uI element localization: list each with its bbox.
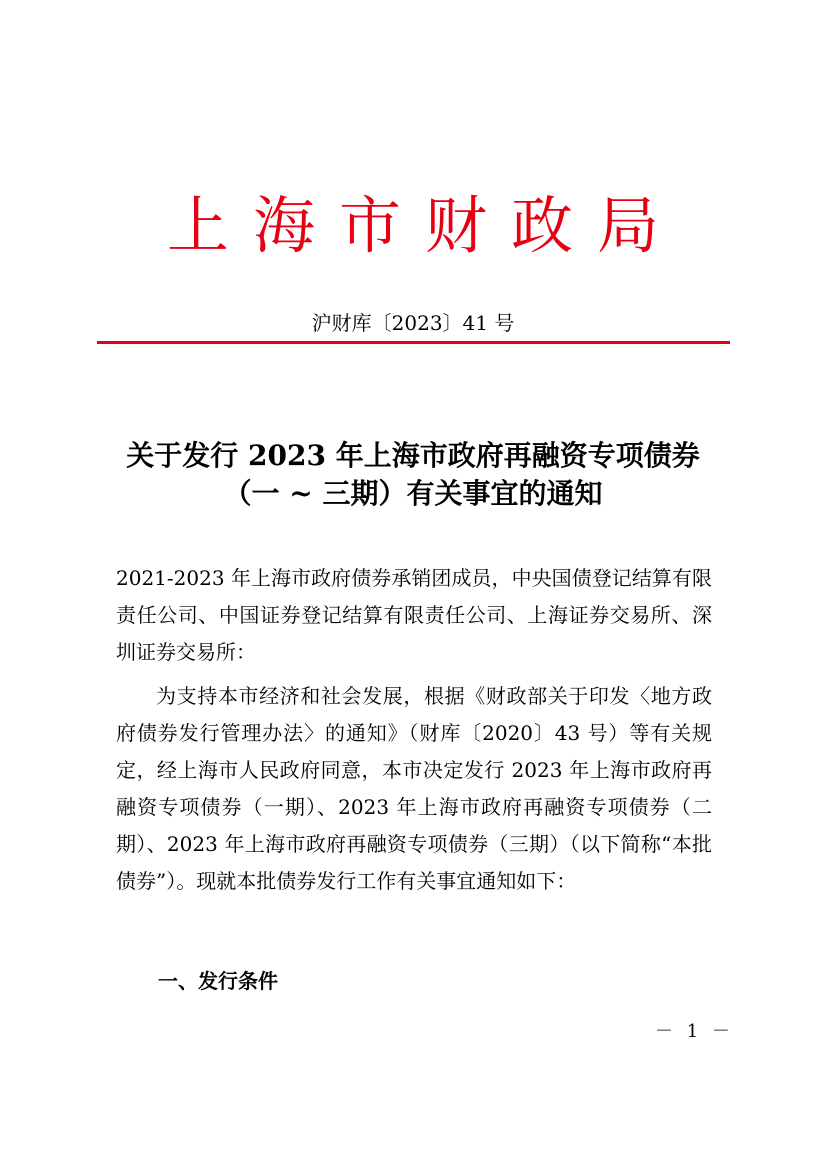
agency-name-header: 上海市财政局 — [166, 189, 683, 262]
body-paragraph: 为支持本市经济和社会发展，根据《财政部关于印发〈地方政府债券发行管理办法〉的通知》（财库〔2020〕43 号）等有关规定，经上海市人民政府同意，本市决定发行 2023 年上海市政府再融资专项债券（一期）、2023 年上海市政府再融资专项债券（二期）、2023 年上海市政府再融资专项债券（三期）（以下简称“本批债券”）。现就本批债券发行工作有关事宜通知如下： — [116, 684, 712, 893]
red-divider-line — [97, 341, 730, 344]
document-title-line2: （一 ~ 三期）有关事宜的通知 — [223, 477, 603, 510]
addressee-paragraph: 2021-2023 年上海市政府债券承销团成员，中央国债登记结算有限责任公司、中国证券登记结算有限责任公司、上海证券交易所、深圳证券交易所： — [116, 566, 712, 664]
section-heading-1: 一、发行条件 — [158, 969, 278, 993]
document-title-line1: 关于发行 2023 年上海市政府再融资专项债券 — [126, 439, 700, 472]
document-number: 沪财库〔2023〕41 号 — [311, 311, 515, 335]
page-number: － 1 － — [655, 1021, 734, 1042]
